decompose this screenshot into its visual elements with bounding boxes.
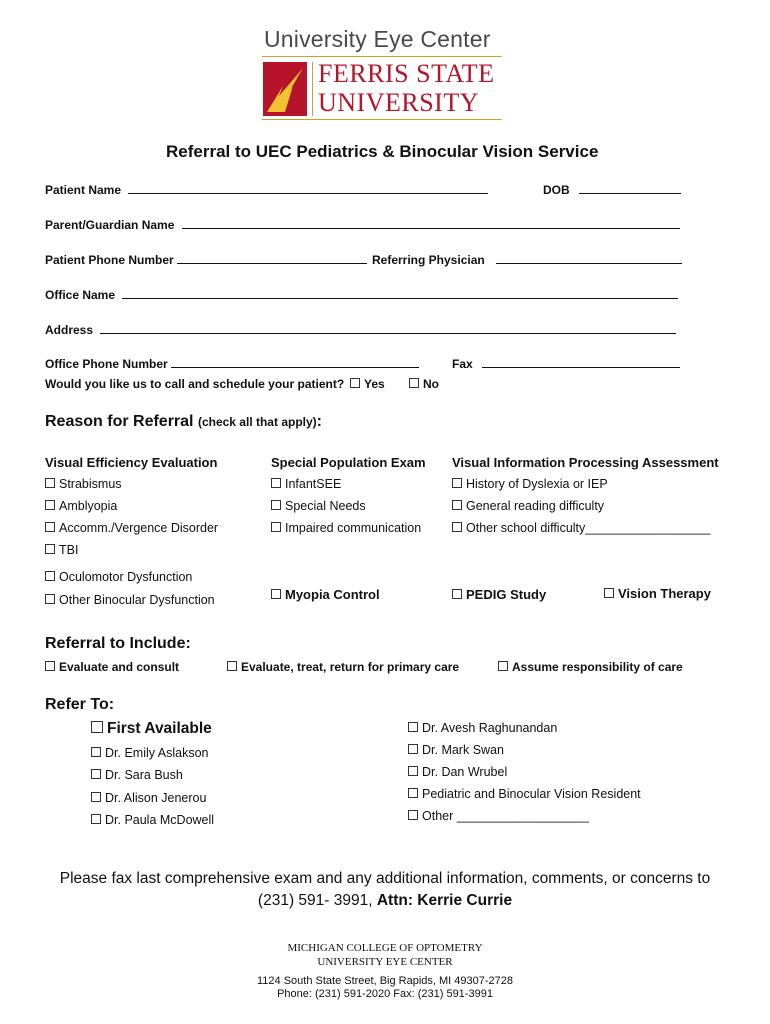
fax-label: Fax — [452, 357, 473, 371]
checkbox-box[interactable] — [91, 747, 101, 757]
checkbox-box[interactable] — [408, 722, 418, 732]
myopia-control-checkbox[interactable] — [271, 587, 380, 602]
reason-heading — [45, 413, 322, 431]
dob-field[interactable] — [543, 182, 681, 197]
logo-university: UNIVERSITY — [318, 88, 479, 117]
checkbox-box[interactable] — [452, 522, 462, 532]
option-label: History of Dyslexia or IEP — [466, 477, 608, 491]
patient-phone-field[interactable] — [45, 252, 367, 267]
option-label: Strabismus — [59, 477, 122, 491]
checkbox-box[interactable] — [408, 810, 418, 820]
dr-bush-checkbox[interactable] — [91, 768, 183, 782]
impaired-communication-checkbox[interactable] — [271, 521, 421, 535]
logo — [262, 26, 504, 126]
office-phone-label: Office Phone Number — [45, 357, 168, 371]
office-name-label: Office Name — [45, 288, 116, 302]
option-label: TBI — [59, 543, 79, 557]
guardian-field[interactable] — [45, 217, 680, 232]
option-label: PEDIG Study — [466, 587, 547, 602]
first-available-checkbox[interactable] — [91, 720, 212, 738]
office-name-field[interactable] — [45, 287, 678, 302]
fax-number: (231) 591- 3991, — [257, 892, 377, 909]
option-label: Amblyopia — [59, 499, 118, 513]
checkbox-box[interactable] — [452, 589, 462, 599]
option-label: Oculomotor Dysfunction — [59, 570, 193, 584]
dob-line[interactable] — [579, 182, 681, 194]
option-label: Dr. Alison Jenerou — [105, 791, 207, 805]
fax-line[interactable] — [482, 356, 680, 368]
visual-info-heading: Visual Information Processing Assessment — [452, 455, 719, 470]
checkbox-box[interactable] — [452, 500, 462, 510]
checkbox-box[interactable] — [91, 814, 101, 824]
option-label: Impaired communication — [285, 521, 422, 535]
checkbox-box[interactable] — [604, 588, 614, 598]
address-label: Address — [45, 323, 94, 337]
patient-name-field[interactable] — [45, 182, 488, 197]
logo-rule-top — [262, 56, 502, 57]
school-difficulty-checkbox[interactable] — [452, 521, 710, 535]
checkbox-box[interactable] — [45, 478, 55, 488]
accomm-vergence-checkbox[interactable] — [45, 521, 218, 535]
assume-responsibility-checkbox[interactable] — [498, 660, 683, 674]
yes-checkbox[interactable] — [350, 377, 385, 391]
dob-label: DOB — [543, 183, 570, 197]
logo-divider — [312, 62, 313, 116]
dr-raghunandan-checkbox[interactable] — [408, 721, 557, 735]
patient-phone-label: Patient Phone Number — [45, 253, 174, 267]
option-label: First Available — [107, 720, 212, 737]
checkbox-box[interactable] — [45, 594, 55, 604]
option-label: Pediatric and Binocular Vision Resident — [422, 787, 641, 801]
no-checkbox[interactable] — [409, 377, 439, 391]
schedule-question-text: Would you like us to call and schedule your patient? — [45, 377, 345, 391]
tbi-checkbox[interactable] — [45, 543, 78, 557]
option-label: Dr. Emily Aslakson — [105, 746, 209, 760]
reason-heading-text: Reason for Referral — [45, 413, 194, 430]
other-binocular-checkbox[interactable] — [45, 593, 215, 607]
logo-title: University Eye Center — [264, 26, 491, 52]
checkbox-box[interactable] — [45, 522, 55, 532]
checkbox-box[interactable] — [45, 661, 55, 671]
fax-field[interactable] — [452, 356, 680, 371]
checkbox-box[interactable] — [271, 478, 281, 488]
option-label: Other ___________________ — [422, 809, 589, 823]
address-line[interactable] — [100, 322, 676, 334]
footer-college: MICHIGAN COLLEGE OF OPTOMETRY — [287, 942, 483, 954]
checkbox-box[interactable] — [227, 661, 237, 671]
oculomotor-checkbox[interactable] — [45, 570, 192, 584]
checkbox-box[interactable] — [91, 769, 101, 779]
option-label: Evaluate, treat, return for primary care — [241, 660, 460, 674]
no-box[interactable] — [409, 378, 419, 388]
office-name-line[interactable] — [122, 287, 678, 299]
option-label: Other school difficulty__________________ — [466, 521, 711, 535]
checkbox-box[interactable] — [45, 571, 55, 581]
option-label: Dr. Sara Bush — [105, 768, 183, 782]
logo-ferris: FERRIS STATE — [318, 59, 495, 88]
referring-physician-field[interactable] — [372, 252, 682, 267]
patient-phone-line[interactable] — [177, 252, 367, 264]
option-label: Special Needs — [285, 499, 366, 513]
bulldog-mark-icon — [263, 62, 307, 116]
address-field[interactable] — [45, 322, 676, 337]
option-label: Myopia Control — [285, 587, 380, 602]
footer-address: 1124 South State Street, Big Rapids, MI 49307-2728 — [256, 975, 514, 987]
option-label: Assume responsibility of care — [512, 660, 683, 674]
checkbox-box[interactable] — [452, 478, 462, 488]
reading-difficulty-checkbox[interactable] — [452, 499, 604, 513]
referring-physician-label: Referring Physician — [372, 253, 485, 267]
resident-checkbox[interactable] — [408, 787, 641, 801]
option-label: Dr. Avesh Raghunandan — [422, 721, 558, 735]
dyslexia-iep-checkbox[interactable] — [452, 477, 608, 491]
visual-efficiency-heading: Visual Efficiency Evaluation — [45, 455, 218, 470]
patient-name-line[interactable] — [128, 182, 488, 194]
checkbox-box[interactable] — [271, 500, 281, 510]
checkbox-box[interactable] — [271, 589, 281, 599]
special-needs-checkbox[interactable] — [271, 499, 366, 513]
option-label: Vision Therapy — [618, 586, 711, 601]
refer-heading: Refer To: — [45, 696, 115, 713]
guardian-label: Parent/Guardian Name — [45, 218, 175, 232]
checkbox-box[interactable] — [408, 788, 418, 798]
dr-swan-checkbox[interactable] — [408, 743, 504, 757]
dr-jenerou-checkbox[interactable] — [91, 791, 206, 805]
reason-heading-sub: (check all that apply) — [197, 415, 317, 429]
fax-instructions-line2 — [0, 892, 770, 910]
infantsee-checkbox[interactable] — [271, 477, 341, 491]
option-label: Dr. Mark Swan — [422, 743, 504, 757]
option-label: Dr. Dan Wrubel — [422, 765, 508, 779]
evaluate-treat-return-checkbox[interactable] — [227, 660, 459, 674]
option-label: Other Binocular Dysfunction — [59, 593, 215, 607]
checkbox-box[interactable] — [408, 766, 418, 776]
logo-rule-bottom — [262, 119, 502, 120]
dr-wrubel-checkbox[interactable] — [408, 765, 507, 779]
checkbox-box[interactable] — [498, 661, 508, 671]
special-population-heading: Special Population Exam — [271, 455, 426, 470]
fax-instructions-line1: Please fax last comprehensive exam and any additional information, comments, or concerns to — [59, 870, 711, 887]
option-label: Evaluate and consult — [59, 660, 180, 674]
reason-heading-colon: : — [316, 413, 322, 430]
pedig-study-checkbox[interactable] — [452, 587, 546, 602]
footer-phone: Phone: (231) 591-2020 Fax: (231) 591-3991 — [277, 988, 493, 1000]
vision-therapy-checkbox[interactable] — [604, 586, 711, 601]
option-label: Accomm./Vergence Disorder — [59, 521, 219, 535]
checkbox-box[interactable] — [91, 792, 101, 802]
option-label: General reading difficulty — [466, 499, 605, 513]
checkbox-box[interactable] — [45, 544, 55, 554]
schedule-question — [45, 377, 344, 391]
fax-attention: Attn: Kerrie Currie — [376, 892, 513, 909]
option-label: InfantSEE — [285, 477, 342, 491]
dr-mcdowell-checkbox[interactable] — [91, 813, 214, 827]
guardian-line[interactable] — [182, 217, 680, 229]
option-label: Dr. Paula McDowell — [105, 813, 215, 827]
strabismus-checkbox[interactable] — [45, 477, 122, 491]
checkbox-box[interactable] — [91, 721, 103, 733]
include-heading: Referral to Include: — [45, 635, 191, 652]
evaluate-consult-checkbox[interactable] — [45, 660, 179, 674]
office-phone-field[interactable] — [45, 356, 419, 371]
checkbox-box[interactable] — [408, 744, 418, 754]
patient-name-label: Patient Name — [45, 183, 122, 197]
no-label: No — [423, 377, 439, 391]
footer-center: UNIVERSITY EYE CENTER — [317, 956, 453, 968]
checkbox-box[interactable] — [45, 500, 55, 510]
amblyopia-checkbox[interactable] — [45, 499, 117, 513]
checkbox-box[interactable] — [271, 522, 281, 532]
form-title: Referral to UEC Pediatrics & Binocular Vision Service — [166, 142, 599, 161]
office-phone-line[interactable] — [171, 356, 419, 368]
dr-aslakson-checkbox[interactable] — [91, 746, 209, 760]
yes-box[interactable] — [350, 378, 360, 388]
referring-physician-line[interactable] — [496, 252, 682, 264]
other-doctor-checkbox[interactable] — [408, 809, 589, 823]
yes-label: Yes — [364, 377, 385, 391]
